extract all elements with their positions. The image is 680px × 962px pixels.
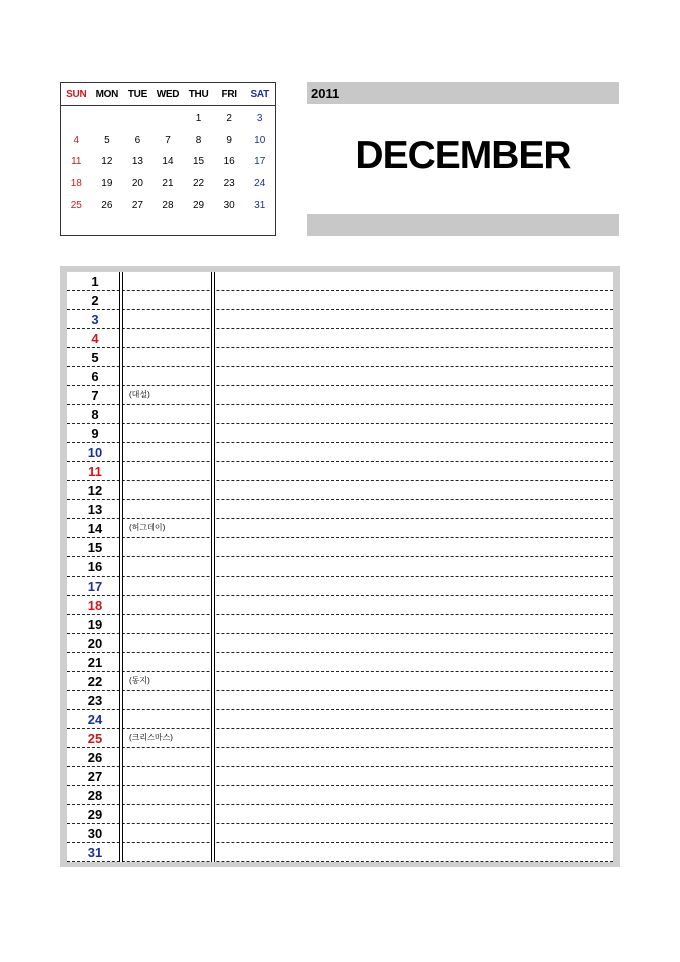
mini-calendar-day: 9: [226, 134, 232, 146]
planner-row[interactable]: [67, 710, 613, 729]
planner-day-number: 21: [87, 654, 103, 670]
planner-day-number: 23: [87, 692, 103, 708]
planner-day-number: 9: [91, 426, 99, 442]
planner-row[interactable]: [67, 786, 613, 805]
planner-row[interactable]: [67, 538, 613, 557]
mini-calendar-day: 15: [193, 156, 205, 168]
planner-day-number: 15: [87, 540, 103, 556]
mini-calendar-day: 13: [131, 156, 143, 168]
mini-calendar-day: 23: [223, 178, 235, 190]
mini-calendar-day: 20: [131, 178, 143, 190]
planner-row[interactable]: [67, 367, 613, 386]
monthly-planner: [60, 266, 620, 867]
planner-day-number: 22: [87, 673, 103, 689]
weekday-header-tue: TUE: [127, 88, 147, 100]
planner-row[interactable]: [67, 557, 613, 576]
mini-calendar-day: 17: [254, 156, 266, 168]
planner-row[interactable]: [67, 462, 613, 481]
planner-row[interactable]: [67, 748, 613, 767]
planner-day-number: 7: [91, 388, 99, 404]
planner-day-number: 24: [87, 711, 103, 727]
weekday-header-wed: WED: [156, 88, 180, 100]
planner-row[interactable]: [67, 272, 613, 291]
planner-day-number: 1: [91, 274, 99, 289]
planner-day-number: 8: [91, 407, 99, 423]
planner-row[interactable]: [67, 348, 613, 367]
mini-calendar-day: 28: [162, 199, 174, 211]
holiday-note: (대설): [129, 390, 150, 400]
planner-row[interactable]: [67, 329, 613, 348]
planner-day-number: 30: [87, 825, 103, 841]
planner-row[interactable]: [67, 500, 613, 519]
planner-day-number: 28: [87, 787, 103, 803]
mini-calendar-day: 29: [193, 199, 205, 211]
planner-row[interactable]: [67, 577, 613, 596]
planner-row[interactable]: [67, 843, 613, 862]
mini-calendar-day: 11: [71, 156, 82, 168]
mini-calendar-day: 8: [195, 134, 202, 146]
planner-row[interactable]: [67, 729, 613, 748]
day-column-divider: [119, 272, 123, 862]
planner-row[interactable]: [67, 824, 613, 843]
planner-row[interactable]: [67, 291, 613, 310]
planner-day-number: 11: [88, 464, 102, 480]
planner-row[interactable]: [67, 443, 613, 462]
planner-row[interactable]: [67, 767, 613, 786]
planner-day-number: 25: [87, 730, 103, 746]
mini-calendar-day: 27: [131, 199, 143, 211]
mini-calendar-empty-cell: [153, 108, 184, 130]
mini-calendar-day: 21: [162, 178, 174, 190]
holiday-note: (크리스마스): [129, 732, 173, 742]
planner-row[interactable]: [67, 615, 613, 634]
planner-day-number: 29: [87, 806, 103, 822]
planner-day-number: 14: [87, 521, 103, 537]
planner-day-number: 10: [87, 445, 103, 461]
planner-day-number: 6: [91, 369, 99, 385]
mini-calendar-grid: [61, 106, 275, 216]
planner-row[interactable]: [67, 405, 613, 424]
planner-row[interactable]: [67, 653, 613, 672]
mini-calendar-day: 24: [254, 178, 266, 190]
planner-row[interactable]: [67, 424, 613, 443]
planner-day-number: 4: [91, 331, 99, 347]
planner-day-number: 16: [87, 559, 103, 575]
planner-day-number: 12: [87, 483, 103, 499]
mini-calendar-day: 30: [223, 199, 235, 211]
holiday-note: (동지): [129, 675, 150, 685]
weekday-header-sat: SAT: [250, 88, 269, 100]
planner-row[interactable]: [67, 310, 613, 329]
planner-day-number: 2: [91, 293, 99, 309]
planner-day-number: 13: [87, 502, 103, 518]
planner-sheet: [67, 272, 613, 862]
year-bar: [307, 82, 619, 104]
planner-day-number: 17: [87, 578, 103, 594]
mini-calendar-day: 31: [254, 199, 266, 211]
mini-calendar-day: 16: [223, 156, 235, 168]
mini-calendar-empty-cell: [92, 108, 123, 130]
mini-calendar-day: 6: [134, 134, 141, 146]
mini-calendar-day: 4: [73, 134, 80, 146]
planner-row[interactable]: [67, 596, 613, 615]
weekday-header-sun: SUN: [66, 88, 87, 100]
planner-day-number: 19: [87, 616, 103, 632]
planner-row[interactable]: [67, 386, 613, 405]
mini-calendar-day: 18: [70, 178, 82, 190]
note-column-divider: [211, 272, 215, 862]
mini-calendar: [60, 82, 276, 236]
planner-day-number: 27: [87, 768, 103, 784]
mini-calendar-day: 3: [256, 113, 263, 124]
mini-calendar-day: 25: [70, 199, 82, 211]
mini-calendar-day: 22: [193, 178, 205, 190]
mini-calendar-day: 12: [101, 156, 113, 168]
planner-row[interactable]: [67, 691, 613, 710]
weekday-header-thu: THU: [188, 88, 209, 100]
mini-calendar-day: 10: [254, 134, 266, 146]
month-title: DECEMBER: [355, 134, 571, 177]
planner-day-number: 5: [91, 350, 99, 366]
mini-calendar-weekday-header: [61, 83, 275, 106]
mini-calendar-day: 26: [101, 199, 113, 211]
mini-calendar-day: 7: [165, 134, 171, 146]
mini-calendar-day: 2: [226, 113, 232, 124]
weekday-header-fri: FRI: [221, 88, 237, 100]
year-label: 2011: [311, 86, 340, 101]
mini-calendar-day: 19: [101, 178, 113, 190]
mini-calendar-empty-cell: [122, 108, 153, 130]
planner-row[interactable]: [67, 672, 613, 691]
planner-row[interactable]: [67, 519, 613, 538]
holiday-note: (허그데이): [129, 523, 166, 533]
planner-day-number: 20: [87, 635, 103, 651]
mini-calendar-day: 14: [162, 156, 174, 168]
weekday-header-mon: MON: [95, 88, 119, 100]
planner-day-number: 26: [87, 749, 103, 765]
title-bottom-bar: [307, 214, 619, 236]
planner-row[interactable]: [67, 805, 613, 824]
planner-row[interactable]: [67, 481, 613, 500]
planner-day-number: 18: [87, 597, 103, 613]
mini-calendar-empty-cell: [61, 108, 92, 130]
mini-calendar-day: 1: [195, 113, 202, 124]
mini-calendar-day: 5: [104, 134, 110, 146]
planner-row[interactable]: [67, 634, 613, 653]
planner-day-number: 31: [87, 844, 103, 860]
planner-day-number: 3: [91, 312, 99, 328]
